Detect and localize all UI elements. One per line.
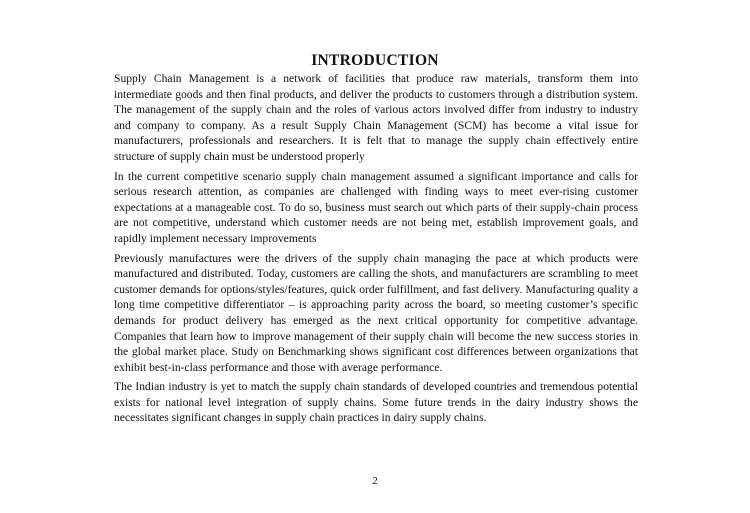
body-text — [114, 71, 638, 426]
paragraph-3: Previously manufactures were the drivers of the supply chain managing the pace at which products were manufactured and distributed. Today, customers are calling the shots, and manufacturers are scrambling to meet customer demands for options/styles/features, quick order fulfillment, and fast delivery. Manufacturing quality a long time competitive differentiator – is approaching parity across the board, so meeting customer’s specific demands for product delivery has emerged as the next critical opportunity for competitive advantage. Companies that learn how to improve management of their supply chain will become the new success stories in the global market place. Study on Benchmarking shows significant cost differences between organizations that exhibit best-in-class performance and those with average performance. — [114, 251, 638, 374]
paragraph-1: Supply Chain Management is a network of facilities that produce raw materials, transform them into intermediate goods and then final products, and deliver the products to customers through a distribution system. The management of the supply chain and the roles of various actors involved differ from industry to industry and company to company. As a result Supply Chain Management (SCM) has become a vital issue for manufacturers, professionals and researchers. It is felt that to manage the supply chain effectively entire structure of supply chain must be understood properly — [114, 72, 638, 163]
paragraph-2: In the current competitive scenario supply chain management assumed a significant importance and calls for serious research attention, as companies are challenged with finding ways to meet ever-rising customer expectations at a manageable cost. To do so, business must search out which parts of their supply-chain process are not competitive, understand which customer needs are not being met, establish improvement goals, and rapidly implement necessary improvements — [114, 169, 638, 245]
page-number: 2 — [372, 475, 378, 487]
paragraph-4: The Indian industry is yet to match the supply chain standards of developed countries and tremendous potential exists for national level integration of supply chains. Some future trends in the dairy industry shows the necessitates significant changes in supply chain practices in dairy supply chains. — [114, 380, 638, 425]
page-title: INTRODUCTION — [311, 52, 439, 69]
